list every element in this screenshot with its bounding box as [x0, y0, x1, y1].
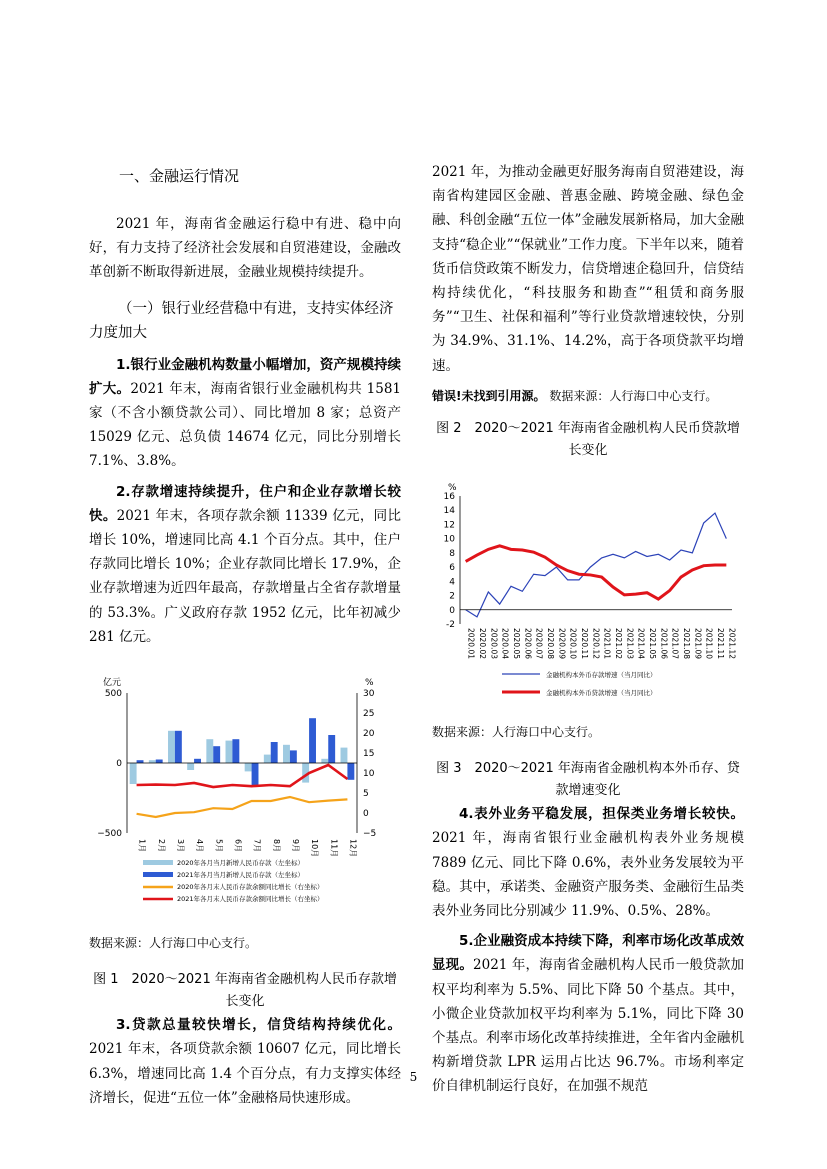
chart1-left-tick: 0 — [116, 759, 122, 770]
chart1-x-tick: 1月 — [137, 839, 147, 853]
chart1-bar-2020 — [149, 760, 156, 763]
chart1-x-tick: 5月 — [214, 839, 224, 853]
paragraph-2-lead: 2.存款增速持续提升，住户和企业存款增长较快。 — [89, 483, 401, 524]
figure-2-caption: 图 2 2020～2021 年海南省金融机构人民币贷款增长变化 — [436, 421, 740, 459]
chart2-x-tick: 2020.02 — [478, 628, 487, 660]
paragraph-1-lead: 1.银行业金融机构数量小幅增加，资产规模持续扩大。 — [89, 356, 401, 397]
chart1-bar-2021 — [213, 746, 220, 763]
paragraph-4-lead: 4.表外业务平稳发展，担保类业务增长较快。 — [459, 806, 744, 823]
chart1-bar-2021 — [252, 763, 259, 785]
chart2-x-tick: 2021.08 — [682, 628, 691, 660]
figure-1-caption: 图 1 2020～2021 年海南省金融机构人民币存款增长变化 — [93, 972, 397, 1010]
left-column — [89, 160, 401, 1110]
chart1-right-tick: 10 — [363, 769, 375, 780]
right-top-paragraph: 2021 年，为推动金融更好服务海南自贸港建设，海南省构建园区金融、普惠金融、跨境金融、绿色金融、科创金融“五位一体”金融发展新格局，加大金融支持“稳企业”“保就业”工作力度。下半年以来，随着货币信贷政策不断发力，信贷增速企稳回升，信贷结构持续优化，“科技服务和勘查”“租赁和商务服务”“卫生、社保和福利”等行业贷款增速较快，分别为 34.9%、31.1%、14.2%，高于各项贷款平均增速。 — [432, 164, 744, 374]
figure-2-chart — [432, 476, 744, 708]
chart2-y-tick: 16 — [443, 492, 455, 503]
chart2-x-tick: 2021.09 — [693, 628, 703, 660]
chart1-bar-2020 — [321, 759, 328, 763]
chart1-right-tick: −5 — [363, 829, 377, 840]
chart2-x-tick: 2021.06 — [659, 628, 669, 660]
chart2-unit: % — [448, 483, 457, 494]
page-number: 5 — [409, 1070, 418, 1084]
chart1-bar-2021 — [328, 735, 335, 763]
chart1-legend-swatch — [143, 872, 173, 877]
chart1-bar-2020 — [341, 748, 348, 763]
chart2-x-tick: 2021.07 — [670, 628, 680, 660]
chart2-legend-label: 金融机构本外币存款增速（当月同比） — [546, 671, 657, 680]
chart2-x-tick: 2020.12 — [591, 628, 601, 660]
chart2-deposit-line — [466, 513, 727, 617]
chart2-x-tick: 2020.09 — [557, 628, 567, 660]
chart2-y-tick: 10 — [443, 534, 455, 545]
chart2-x-tick: 2020.01 — [466, 628, 476, 660]
chart1-right-tick: 30 — [363, 689, 375, 700]
chart1-bar-2020 — [245, 763, 252, 771]
chart2-x-tick: 2020.06 — [523, 628, 533, 660]
chart2-y-tick: 8 — [449, 548, 455, 559]
paragraph-2 — [89, 480, 401, 649]
chart1-bar-2020 — [283, 745, 290, 763]
chart1-x-tick: 3月 — [175, 839, 185, 853]
chart1-right-tick: 5 — [363, 789, 369, 800]
paragraph-4-text: 2021 年，海南省银行业金融机构表外业务规模 7889 亿元、同比下降 0.6%，表外业务发展较为平稳。其中，承诺类、金融资产服务类、金融衍生品类表外业务同比分别减少 11.9%、0.5%、28%。 — [432, 830, 744, 920]
paragraph-3-text: 2021 年末，各项贷款余额 10607 亿元，同比增长 6.3%，增速同比高 1.4 个百分点，有力支撑实体经济增长，促进“五位一体”金融格局快速形成。 — [89, 1041, 401, 1106]
chart2-x-tick: 2020.10 — [568, 628, 578, 660]
section-title: 一、金融运行情况 — [119, 167, 240, 185]
chart1-right-tick: 25 — [363, 709, 375, 720]
chart2-x-tick: 2020.04 — [500, 628, 510, 660]
chart1-bar-2020 — [130, 763, 137, 784]
chart2-legend-label: 金融机构本外币贷款增速（当月同比） — [546, 689, 657, 698]
chart2-y-tick: 12 — [443, 520, 455, 531]
chart2-x-tick: 2020.08 — [546, 628, 555, 660]
paragraph-5-lead: 5.企业融资成本持续下降，利率市场化改革成效显现。 — [432, 933, 744, 974]
chart2-x-tick: 2021.03 — [625, 628, 635, 660]
chart2-y-tick: 6 — [449, 563, 455, 574]
chart2-x-tick: 2021.05 — [648, 628, 657, 660]
paragraph-5-text: 2021 年，海南省金融机构人民币一般贷款加权平均利率为 5.5%、同比下降 50 个基点。其中，小微企业贷款加权平均利率为 5.1%，同比下降 30 个基点。利率市场化改革持续推进，全年省内金融机构新增贷款 LPR 运用占比达 96.7%。市场利率定价自律机制运行良好，在加强不规范 — [432, 957, 745, 1095]
chart2-x-tick: 2020.07 — [534, 628, 544, 660]
chart2-y-tick: 4 — [449, 577, 455, 588]
chart1-bar-2021 — [347, 763, 354, 780]
paragraph-4 — [432, 802, 744, 923]
chart1-right-unit: % — [365, 678, 374, 689]
chart1-right-tick: 0 — [363, 809, 369, 820]
chart2-x-tick: 2021.10 — [704, 628, 714, 660]
chart1-x-tick: 8月 — [271, 839, 281, 853]
chart2-y-tick: -2 — [446, 620, 455, 631]
chart1-x-tick: 6月 — [233, 839, 243, 853]
chart1-bar-2021 — [232, 739, 239, 763]
chart2-y-tick: 2 — [449, 591, 455, 602]
chart1-x-tick: 11月 — [329, 839, 339, 858]
chart1-x-tick: 10月 — [310, 839, 320, 858]
chart2-x-tick: 2021.11 — [716, 628, 725, 660]
chart1-bar-2021 — [271, 742, 278, 763]
chart1-x-tick: 2月 — [156, 839, 166, 853]
chart1-bar-2021 — [156, 760, 163, 764]
chart1-line-2021 — [137, 765, 348, 787]
chart1-bar-2021 — [309, 718, 316, 763]
intro-paragraph: 2021 年，海南省金融运行稳中有进、稳中向好，有力支持了经济社会发展和自贸港建设，金融改革创新不断取得新进展，金融业规模持续提升。 — [89, 216, 401, 281]
figure-3-source: 数据来源：人行海口中心支行。 — [432, 725, 601, 740]
chart1-x-tick: 4月 — [195, 839, 205, 853]
chart1-left-tick: −500 — [97, 829, 122, 840]
chart2-x-tick: 2020.03 — [489, 628, 499, 660]
error-line — [432, 384, 744, 408]
paragraph-3-lead: 3.贷款总量较快增长，信贷结构持续优化。 — [116, 1017, 401, 1034]
chart1-bar-2020 — [187, 763, 194, 770]
chart1-legend-label: 2020年各月当月新增人民币存款（左坐标） — [177, 859, 305, 868]
chart2-x-tick: 2020.05 — [512, 628, 521, 660]
chart1-bar-2020 — [206, 739, 213, 763]
chart1-right-tick: 15 — [363, 749, 375, 760]
chart1-left-tick: 500 — [104, 689, 122, 700]
chart2-y-tick: 14 — [443, 506, 455, 517]
chart1-x-tick: 9月 — [290, 839, 300, 853]
chart1-legend-label: 2021年各月末人民币存款余额同比增长（右坐标） — [177, 895, 324, 904]
chart2-x-tick: 2020.11 — [580, 628, 589, 660]
chart1-legend-label: 2020年各月末人民币存款余额同比增长（右坐标） — [177, 883, 324, 892]
chart1-bar-2020 — [168, 731, 175, 763]
paragraph-3 — [89, 1013, 401, 1110]
subsection-title: （一）银行业经营稳中有进，支持实体经济力度加大 — [89, 300, 394, 341]
chart1-line-2020 — [137, 797, 348, 817]
chart2-y-tick: 0 — [449, 605, 455, 616]
chart1-bar-2021 — [290, 750, 297, 763]
chart1-left-unit: 亿元 — [103, 678, 122, 689]
chart1-right-tick: 20 — [363, 729, 375, 740]
chart1-bar-2020 — [226, 741, 233, 763]
chart1-bar-2021 — [194, 759, 201, 763]
chart2-loan-line — [466, 546, 727, 599]
chart1-legend-label: 2021年各月当月新增人民币存款（左坐标） — [177, 871, 305, 880]
paragraph-2-text: 2021 年末，各项存款余额 11339 亿元，同比增长 10%，增速同比高 4.1 个百分点。其中，住户存款同比增长 10%；企业存款同比增长 17.9%，企业存款增速为近四年最高，存款增量占全省存款增量的 53.3%。广义政府存款 1952 亿元，比年初减少 281 亿元。 — [89, 507, 401, 645]
chart1-bar-2020 — [264, 755, 271, 763]
chart1-bar-2021 — [175, 731, 182, 763]
chart2-x-tick: 2021.01 — [602, 628, 612, 660]
chart2-x-tick: 2021.04 — [636, 628, 646, 660]
figure-3-caption: 图 3 2020～2021 年海南省金融机构本外币存、贷款增速变化 — [436, 761, 740, 799]
chart2-x-tick: 2021.02 — [614, 628, 623, 660]
chart2-x-tick: 2021.12 — [727, 628, 737, 660]
chart1-x-tick: 7月 — [252, 839, 262, 853]
chart1-legend-swatch — [143, 860, 173, 865]
chart1-x-tick: 12月 — [348, 839, 358, 858]
paragraph-1-text: 2021 年末，海南省银行业金融机构共 1581 家（不含小额贷款公司）、同比增加 8 家；总资产 15029 亿元、总负债 14674 亿元，同比分别增长 7.1%、3.8%。 — [89, 380, 402, 470]
error-line-source: 数据来源：人行海口中心支行。 — [549, 388, 718, 403]
reference-error: 错误!未找到引用源。 — [432, 388, 546, 403]
right-column — [432, 160, 744, 1099]
figure-1-chart — [89, 663, 401, 919]
chart1-bar-2021 — [137, 760, 144, 763]
paragraph-1 — [89, 353, 401, 474]
figure-1-source: 数据来源：人行海口中心支行。 — [89, 936, 258, 951]
